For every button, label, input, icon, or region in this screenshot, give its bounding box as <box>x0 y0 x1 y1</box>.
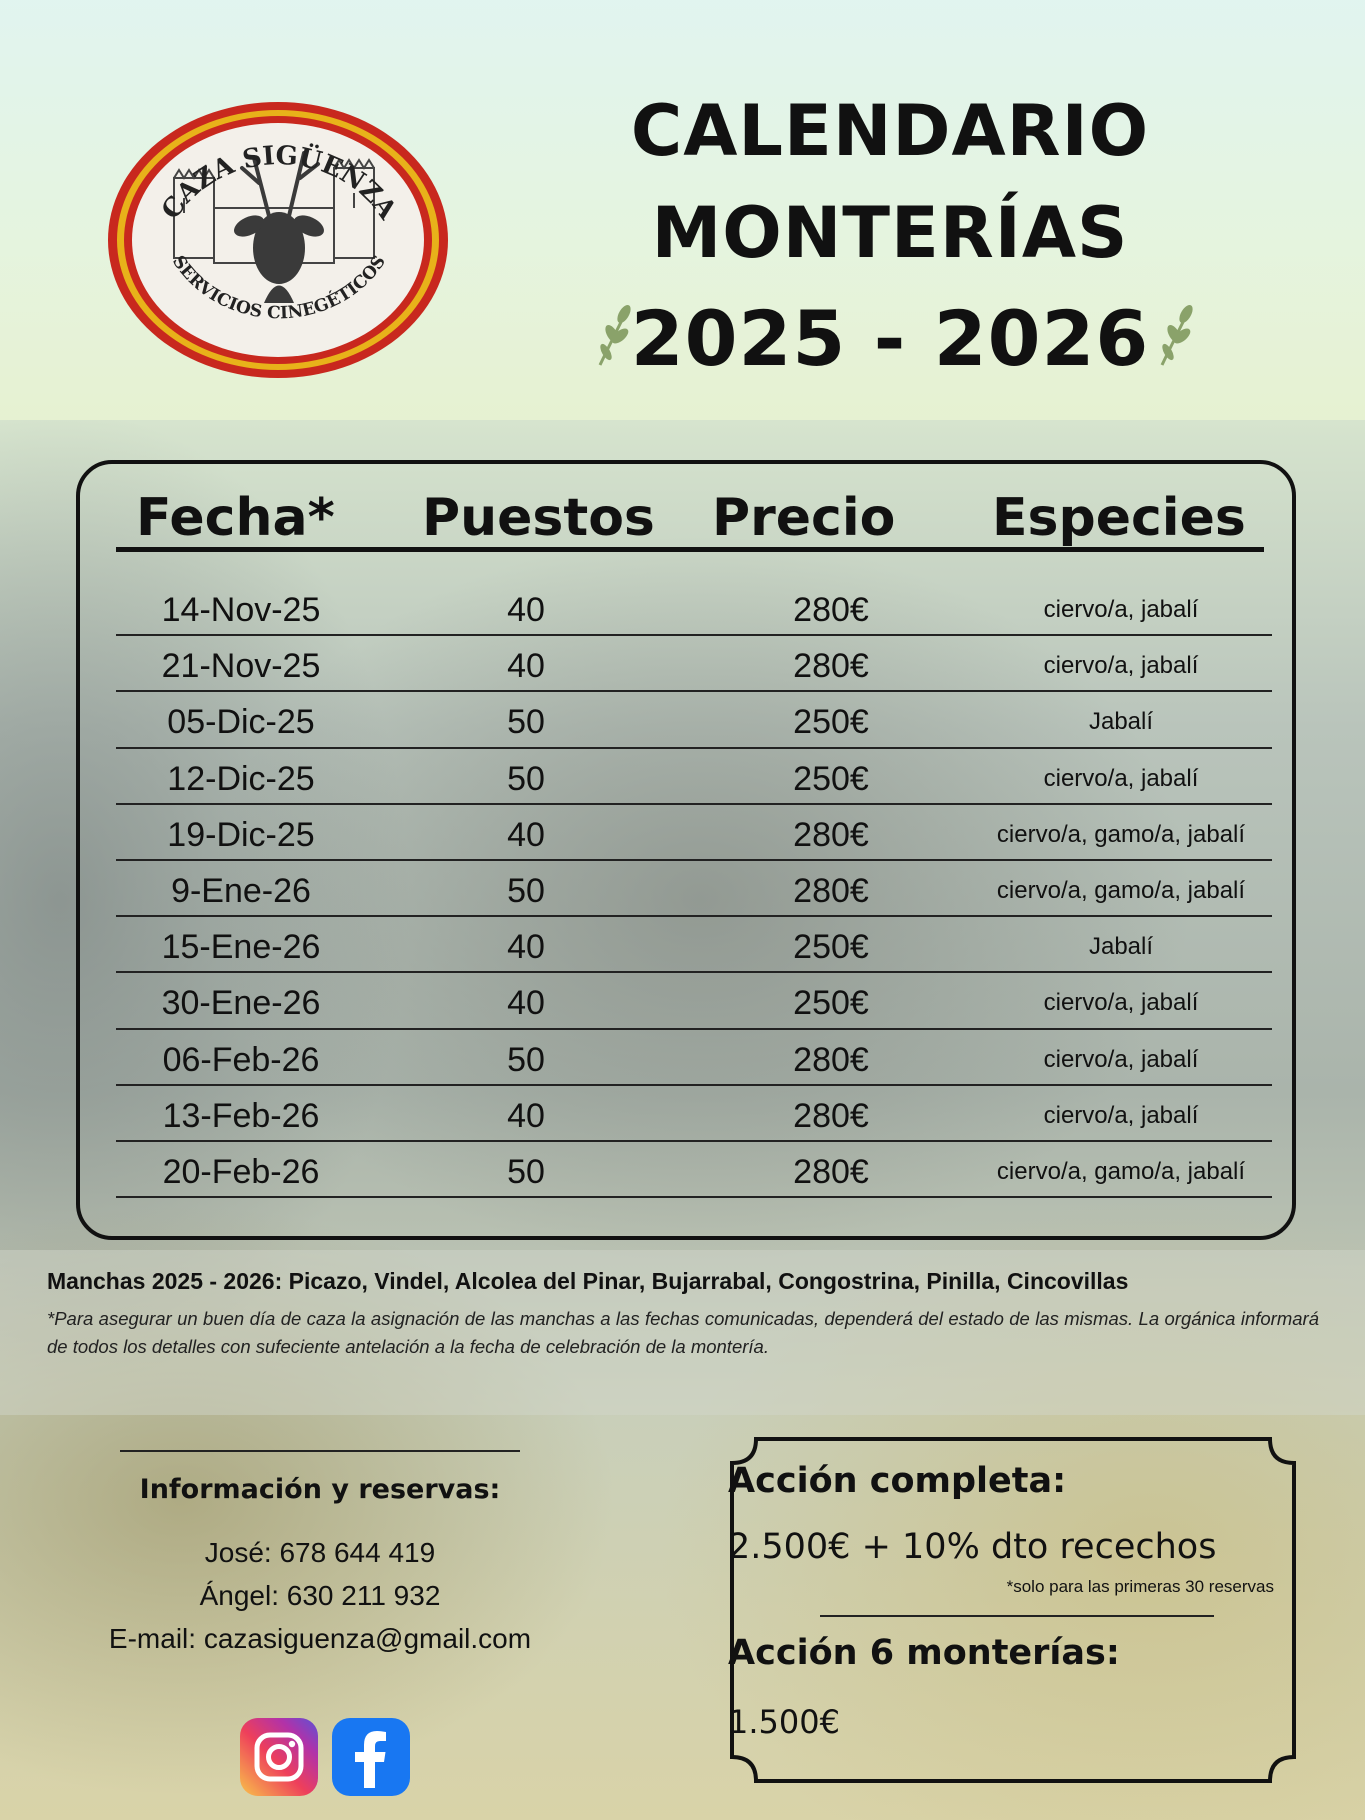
title-years: 2025 - 2026 <box>630 294 1150 383</box>
contact-section <box>60 1450 580 1660</box>
cell-fecha: 20-Feb-26 <box>162 1152 320 1191</box>
title-line-2: MONTERÍAS <box>651 192 1129 274</box>
social-links <box>240 1718 410 1798</box>
calendar-table <box>76 460 1296 1240</box>
contact-heading: Información y reservas: <box>139 1474 501 1505</box>
offer-heading-full: Acción completa: <box>728 1461 1067 1501</box>
header-fecha: Fecha* <box>136 488 335 548</box>
cell-puestos: 40 <box>507 815 545 854</box>
header-precio: Precio <box>712 488 896 548</box>
table-body <box>116 580 1272 1198</box>
manchas-list: Manchas 2025 - 2026: Picazo, Vindel, Alcolea del Pinar, Bujarrabal, Congostrina, Pinilla, Cincovillas <box>47 1268 1129 1294</box>
table-row <box>116 1030 1272 1086</box>
cell-fecha: 30-Ene-26 <box>161 984 321 1023</box>
logo-top-text: CAZA SIGÜENZA <box>155 140 403 226</box>
divider <box>120 1450 520 1452</box>
cell-puestos: 40 <box>507 591 545 629</box>
cell-fecha: 13-Feb-26 <box>162 1096 320 1135</box>
offer-note: *solo para las primeras 30 reservas <box>1006 1577 1274 1596</box>
table-row <box>116 973 1272 1029</box>
contact-email[interactable]: E-mail: cazasiguenza@gmail.com <box>108 1623 532 1654</box>
cell-precio: 280€ <box>793 1096 869 1135</box>
cell-precio: 280€ <box>793 647 869 686</box>
page-title <box>560 80 1220 394</box>
table-row <box>116 861 1272 917</box>
cell-fecha: 06-Feb-26 <box>162 1040 320 1079</box>
offer-box <box>728 1435 1298 1785</box>
cell-puestos: 50 <box>507 1152 545 1191</box>
cell-puestos: 40 <box>507 647 545 686</box>
instagram-icon[interactable] <box>240 1718 318 1796</box>
cell-especies: Jabalí <box>1088 708 1154 736</box>
header-puestos: Puestos <box>422 488 655 548</box>
table-row <box>116 692 1272 748</box>
cell-especies: ciervo/a, jabalí <box>1043 596 1199 623</box>
table-row <box>116 805 1272 861</box>
cell-puestos: 50 <box>507 759 545 798</box>
contact-angel[interactable]: Ángel: 630 211 932 <box>199 1580 441 1611</box>
caza-siguenza-logo <box>104 98 452 382</box>
facebook-icon[interactable] <box>332 1718 410 1796</box>
cell-especies: ciervo/a, jabalí <box>1043 764 1199 792</box>
table-row <box>116 917 1272 973</box>
cell-precio: 280€ <box>793 815 869 854</box>
table-row <box>116 580 1272 636</box>
logo-bottom-text: SERVICIOS CINEGÉTICOS <box>168 252 390 324</box>
title-line-1: CALENDARIO <box>630 90 1150 172</box>
cell-especies: ciervo/a, jabalí <box>1043 1101 1199 1129</box>
cell-fecha: 14-Nov-25 <box>161 591 321 629</box>
cell-precio: 280€ <box>793 591 869 629</box>
footnote: *Para asegurar un buen día de caza la asignación de las manchas a las fechas comunicadas, dependerá del estado de las mismas. La orgánica informará de todos los detalles con sufeciente antelación a la fecha de celebración de la montería. <box>47 1308 1319 1357</box>
cell-especies: ciervo/a, gamo/a, jabalí <box>996 1157 1246 1185</box>
cell-fecha: 12-Dic-25 <box>167 759 315 798</box>
cell-precio: 280€ <box>793 1152 869 1191</box>
leaf-sprig-icon <box>590 300 640 370</box>
cell-precio: 250€ <box>793 703 869 742</box>
cell-fecha: 19-Dic-25 <box>167 815 315 854</box>
cell-especies: ciervo/a, jabalí <box>1043 1045 1199 1073</box>
offer-price-full: 2.500€ + 10% dto recechos <box>728 1527 1217 1567</box>
leaf-sprig-icon <box>1148 300 1198 370</box>
cell-especies: ciervo/a, jabalí <box>1043 652 1199 680</box>
table-row <box>116 749 1272 805</box>
contact-jose[interactable]: José: 678 644 419 <box>204 1537 436 1568</box>
cell-precio: 280€ <box>793 871 869 910</box>
divider <box>820 1615 1214 1617</box>
cell-fecha: 15-Ene-26 <box>161 928 321 967</box>
cell-especies: ciervo/a, jabalí <box>1043 989 1199 1017</box>
cell-puestos: 40 <box>507 928 545 967</box>
table-row <box>116 1142 1272 1198</box>
offer-price-six: 1.500€ <box>728 1703 840 1741</box>
cell-fecha: 9-Ene-26 <box>171 871 311 910</box>
cell-precio: 250€ <box>793 984 869 1023</box>
table-header <box>116 488 1264 552</box>
cell-especies: ciervo/a, gamo/a, jabalí <box>996 876 1246 904</box>
cell-puestos: 40 <box>507 984 545 1023</box>
cell-precio: 250€ <box>793 928 869 967</box>
table-row <box>116 636 1272 692</box>
header-especies: Especies <box>992 488 1246 548</box>
cell-fecha: 05-Dic-25 <box>167 703 315 742</box>
cell-especies: Jabalí <box>1088 933 1154 961</box>
offer-heading-six: Acción 6 monterías: <box>728 1633 1120 1673</box>
cell-precio: 250€ <box>793 759 869 798</box>
cell-especies: ciervo/a, gamo/a, jabalí <box>996 820 1246 848</box>
cell-puestos: 50 <box>507 1040 545 1079</box>
cell-puestos: 40 <box>507 1096 545 1135</box>
table-row <box>116 1086 1272 1142</box>
cell-precio: 280€ <box>793 1040 869 1079</box>
cell-puestos: 50 <box>507 703 545 742</box>
cell-puestos: 50 <box>507 871 545 910</box>
cell-fecha: 21-Nov-25 <box>161 647 321 686</box>
